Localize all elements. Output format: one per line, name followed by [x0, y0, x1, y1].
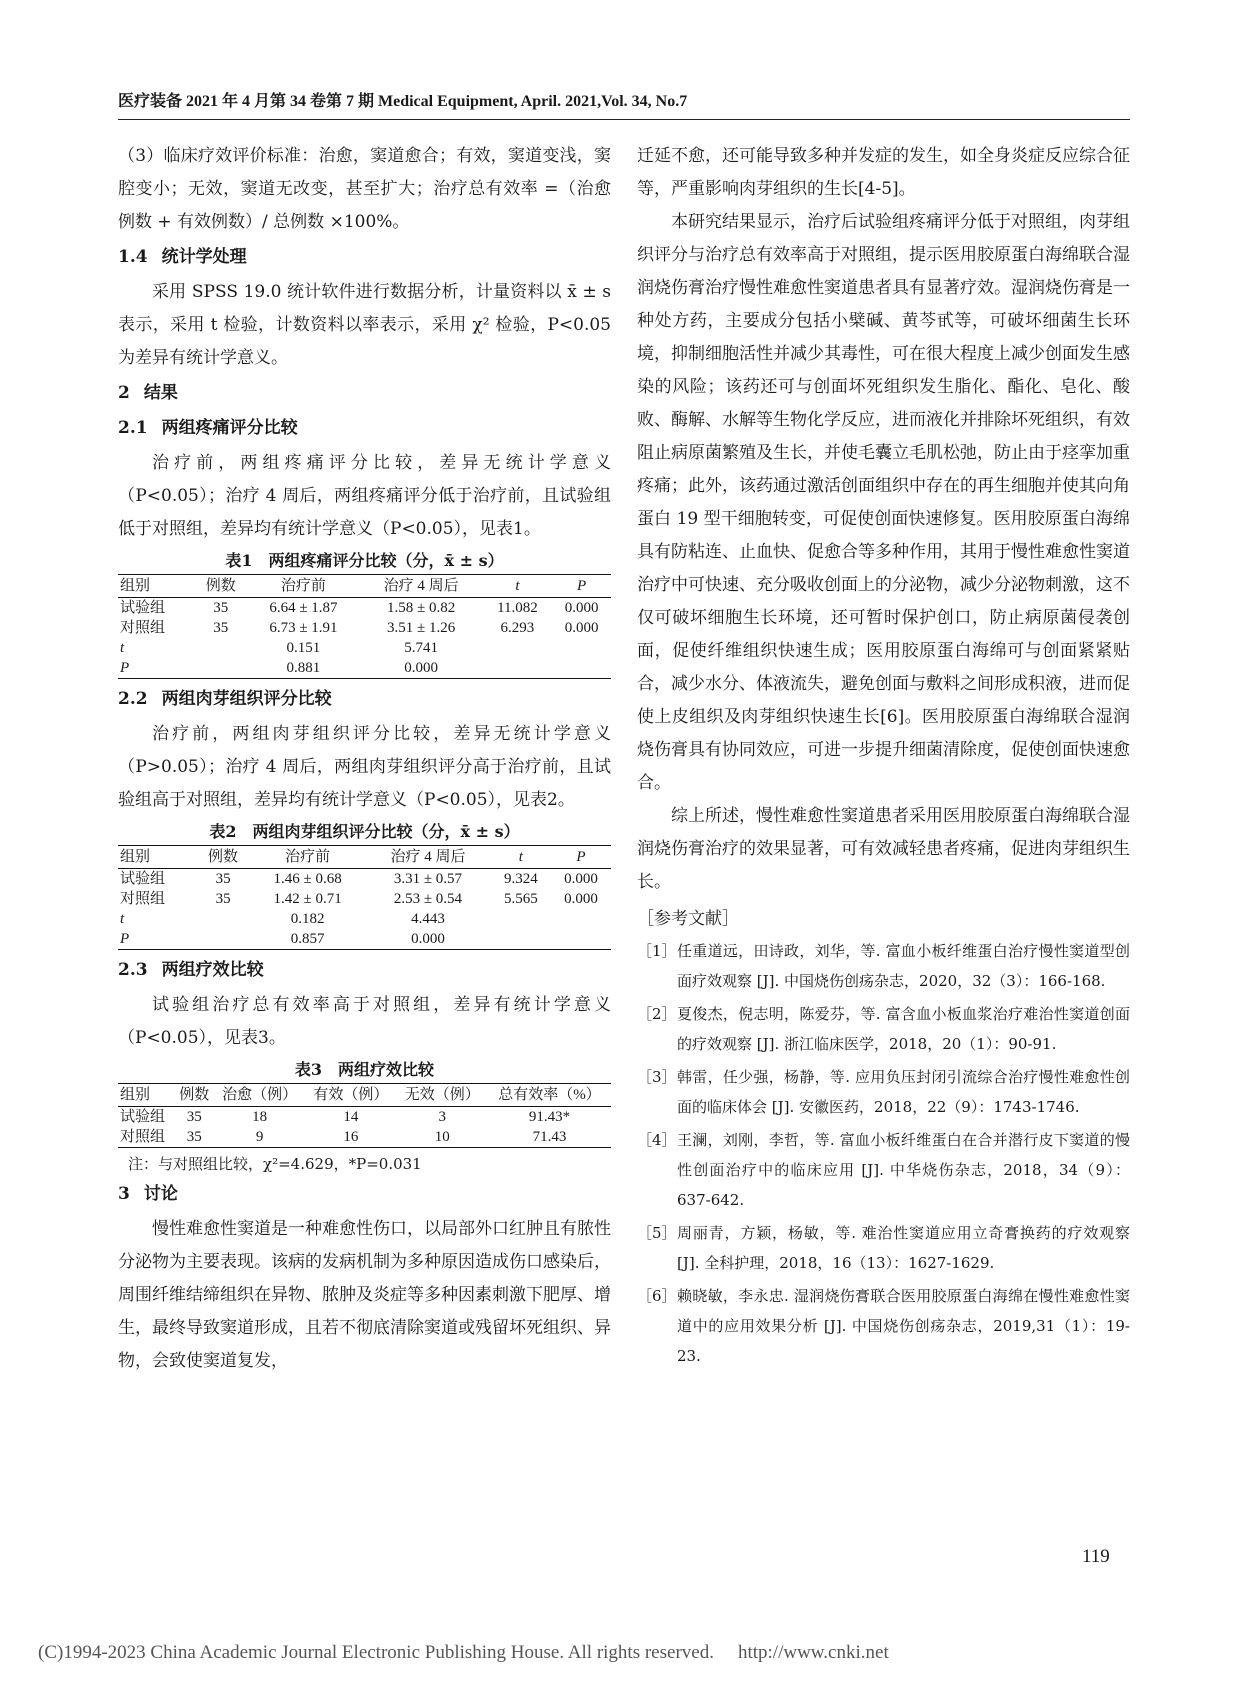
table-cell: 1.42 ± 0.71 — [273, 891, 342, 907]
right-column — [637, 140, 1130, 1374]
table-cell: P — [120, 660, 130, 676]
copyright-text: (C)1994-2023 China Academic Journal Electronic Publishing House. All rights reserved. — [38, 1642, 714, 1663]
reference-text: 任重道远，田诗政，刘华，等. 富血小板纤维蛋白治疗慢性窦道型创面疗效观察 [J]. 中国烧伤创疡杂志，2020，32（3）：166-168. — [677, 942, 1130, 990]
table-cell: 0.000 — [564, 871, 598, 887]
table-cell: 2.53 ± 0.54 — [393, 891, 463, 907]
section-number: 2.3 — [118, 960, 148, 980]
reference-text: 周丽青，方颖，杨敏，等. 难治性窦道应用立奇膏换药的疗效观察 [J]. 全科护理，2018，16（13）：1627-1629. — [677, 1224, 1130, 1272]
table-cell: 35 — [215, 891, 231, 907]
table-row — [118, 598, 611, 619]
table-cell: 10 — [434, 1129, 450, 1145]
table-cell: 对照组 — [120, 620, 166, 636]
table-cell — [196, 909, 250, 929]
reference-number: ［2］ — [637, 1005, 677, 1023]
reference-item — [637, 936, 1130, 996]
table-cell: 试验组 — [120, 1109, 166, 1125]
section-2-2-heading — [118, 683, 611, 716]
table-header: t — [491, 846, 551, 869]
table-cell: 0.000 — [404, 660, 438, 676]
references-heading: ［参考文献］ — [637, 909, 739, 929]
paragraph-discussion: 慢性难愈性窦道是一种难愈性伤口，以局部外口红肿且有脓性分泌物为主要表现。该病的发病机制为多种原因造成伤口感染后，周围纤维结缔组织在异物、脓肿及炎症等多种因素刺激下肥厚、增生，最终导致窦道形成，且若不彻底清除窦道或残留坏死组织、异物，会致使窦道复发， — [118, 1219, 611, 1371]
table-header: 治疗前 — [247, 575, 359, 598]
section-2-heading — [118, 377, 611, 410]
table-header: 例数 — [175, 1084, 214, 1107]
table-cell: 0.182 — [290, 911, 325, 927]
table-row — [118, 658, 611, 679]
table-cell — [491, 929, 551, 950]
page-number: 119 — [1082, 1546, 1110, 1567]
table-header: 例数 — [196, 846, 250, 869]
table-header: 治疗前 — [250, 846, 365, 869]
table-cell: 3.31 ± 0.57 — [393, 871, 463, 887]
reference-list — [637, 936, 1130, 1371]
table-cell — [551, 909, 611, 929]
table-header: 有效（例） — [305, 1084, 396, 1107]
paragraph-conclusion: 综上所述，慢性难愈性窦道患者采用医用胶原蛋白海绵联合湿润烧伤膏治疗的效果显著，可有效减轻患者疼痛，促进肉芽组织生长。 — [637, 806, 1130, 892]
section-title: 讨论 — [143, 1184, 178, 1204]
table-cell — [196, 929, 250, 950]
table-cell: 9.324 — [503, 871, 538, 887]
reference-number: ［1］ — [637, 942, 677, 960]
section-title: 两组疗效比较 — [161, 960, 264, 980]
table-cell — [552, 638, 611, 658]
table-cell — [552, 658, 611, 679]
section-title: 统计学处理 — [161, 247, 247, 267]
table-3-caption: 表3 两组疗效比较 — [294, 1060, 435, 1079]
reference-text: 王澜，刘刚，李哲，等. 富血小板纤维蛋白在合并潜行皮下窦道的慢性创面治疗中的临床应用 [J]. 中华烧伤杂志，2018，34（9）：637-642. — [677, 1131, 1130, 1209]
table-3-note: 注：与对照组比较，χ²=4.629，*P=0.031 — [128, 1155, 422, 1173]
table-cell: 6.293 — [500, 620, 535, 636]
reference-item — [637, 999, 1130, 1059]
table-cell: 35 — [215, 871, 231, 887]
table-row — [118, 1107, 611, 1128]
table-cell: 3 — [438, 1109, 446, 1125]
table-header: 例数 — [194, 575, 247, 598]
table-cell: 0.000 — [564, 620, 599, 636]
table-cell: 6.73 ± 1.91 — [269, 620, 338, 636]
table-header: 总有效率（%） — [488, 1084, 611, 1107]
table-cell: 0.151 — [286, 640, 321, 656]
paragraph-efficacy: 试验组治疗总有效率高于对照组，差异有统计学意义（P<0.05），见表3。 — [118, 995, 611, 1048]
reference-text: 夏俊杰，倪志明，陈爱芬，等. 富含血小板血浆治疗难治性窦道创面的疗效观察 [J]. 浙江临床医学，2018，20（1）：90-91. — [677, 1005, 1130, 1053]
table-header: 组别 — [118, 846, 196, 869]
table-header: 治疗 4 周后 — [365, 846, 491, 869]
reference-item — [637, 1218, 1130, 1278]
section-number: 2.1 — [118, 418, 148, 438]
reference-item — [637, 1125, 1130, 1215]
table-header: 组别 — [118, 575, 194, 598]
table-header: P — [552, 575, 611, 598]
table-row — [118, 618, 611, 638]
reference-item — [637, 1062, 1130, 1122]
table-row — [118, 638, 611, 658]
table-1 — [118, 574, 611, 679]
table-cell: t — [120, 911, 125, 927]
section-number: 1.4 — [118, 247, 148, 267]
table-row — [118, 929, 611, 950]
table-header: t — [483, 575, 553, 598]
table-1-caption: 表1 两组疼痛评分比较（分，x̄ ± s） — [225, 551, 504, 570]
section-title: 两组疼痛评分比较 — [161, 418, 298, 438]
table-cell: 35 — [186, 1109, 202, 1125]
table-2 — [118, 845, 611, 950]
table-cell — [491, 909, 551, 929]
reference-text: 赖晓敏，李永忠. 湿润烧伤膏联合医用胶原蛋白海绵在慢性难愈性窦道中的应用效果分析 [J]. 中国烧伤创疡杂志，2019,31（1）：19-23. — [677, 1287, 1130, 1365]
left-column — [118, 140, 611, 1378]
table-cell — [194, 658, 247, 679]
table-cell: 试验组 — [120, 600, 166, 616]
reference-number: ［4］ — [637, 1131, 677, 1149]
reference-number: ［3］ — [637, 1068, 677, 1086]
paragraph-pain-score: 治疗前，两组疼痛评分比较，差异无统计学意义（P<0.05）；治疗 4 周后，两组疼痛评分低于治疗前，且试验组低于对照组，差异均有统计学意义（P<0.05），见表1。 — [118, 453, 611, 539]
table-cell: 14 — [343, 1109, 359, 1125]
table-cell: 0.881 — [286, 660, 321, 676]
table-cell: 18 — [252, 1109, 268, 1125]
table-cell — [551, 929, 611, 950]
table-cell: 71.43 — [532, 1129, 567, 1145]
table-cell: 35 — [213, 600, 229, 616]
section-title: 两组肉芽组织评分比较 — [161, 689, 332, 709]
paragraph-results-discussion: 本研究结果显示，治疗后试验组疼痛评分低于对照组，肉芽组织评分与治疗总有效率高于对照组，提示医用胶原蛋白海绵联合湿润烧伤膏治疗慢性难愈性窦道患者具有显著疗效。湿润烧伤膏是一种处方药，主要成分包括小檗碱、黄芩甙等，可破坏细菌生长环境，抑制细胞活性并减少其毒性，可在很大程度上减少创面发生感染的风险；该药还可与创面坏死组织发生脂化、酯化、皂化、酸败、酶解、水解等生物化学反应，进而液化并排除坏死组织，有效阻止病原菌繁殖及生长，并使毛囊立毛肌松弛，防止由于痉挛加重疼痛；此外，该药通过激活创面组织中存在的再生细胞并使其向角蛋白 19 型干细胞转变，可促使创面快速修复。医用胶原蛋白海绵具有防粘连、止血快、促愈合等多种作用，其用于慢性难愈性窦道治疗中可快速、充分吸收创面上的分泌物，减少分泌物刺激，这不仅可破坏细胞生长环境，还可暂时保护创口，防止病原菌侵袭创面，促使纤维组织快速生成；医用胶原蛋白海绵可与创面紧紧贴合，减少水分、体液流失，避免创面与敷料之间形成积液，进而促使上皮组织及肉芽组织快速生长[6]。医用胶原蛋白海绵联合湿润烧伤膏具有协同效应，可进一步提升细菌清除度，促使创面快速愈合。 — [637, 212, 1130, 793]
table-header: P — [551, 846, 611, 869]
section-number: 2 — [118, 383, 130, 403]
table-header: 治愈（例） — [214, 1084, 305, 1107]
reference-number: ［6］ — [637, 1287, 677, 1305]
table-cell: 对照组 — [120, 1129, 166, 1145]
table-cell — [194, 638, 247, 658]
table-cell: 5.741 — [404, 640, 438, 656]
table-cell: 0.000 — [564, 600, 599, 616]
table-cell: 0.000 — [411, 931, 445, 947]
table-row — [118, 869, 611, 890]
paragraph-discussion-cont: 迁延不愈，还可能导致多种并发症的发生，如全身炎症反应综合征等，严重影响肉芽组织的生长[4-5]。 — [637, 146, 1130, 199]
table-cell: 4.443 — [411, 911, 445, 927]
table-header: 无效（例） — [397, 1084, 488, 1107]
table-cell: 0.000 — [564, 891, 598, 907]
paragraph-statistics: 采用 SPSS 19.0 统计软件进行数据分析，计量资料以 x̄ ± s 表示，采用 t 检验，计数资料以率表示，采用 χ² 检验，P<0.05 为差异有统计学意义。 — [118, 282, 611, 368]
table-header: 组别 — [118, 1084, 175, 1107]
section-number: 3 — [118, 1184, 130, 1204]
section-3-heading — [118, 1178, 611, 1211]
table-cell: 16 — [343, 1129, 359, 1145]
table-cell: 6.64 ± 1.87 — [269, 600, 338, 616]
paragraph-criteria: （3）临床疗效评价标准：治愈，窦道愈合；有效，窦道变浅，窦腔变小；无效，窦道无改变，甚至扩大；治疗总有效率 =（治愈例数 + 有效例数）/ 总例数 ×100%。 — [118, 146, 611, 232]
table-cell: 5.565 — [503, 891, 538, 907]
reference-item — [637, 1281, 1130, 1371]
running-header: 医疗装备 2021 年 4 月第 34 卷第 7 期 Medical Equipment, April. 2021,Vol. 34, No.7 — [118, 93, 688, 110]
table-cell: 9 — [255, 1129, 264, 1145]
section-2-1-heading — [118, 412, 611, 445]
table-2-caption: 表2 两组肉芽组织评分比较（分，x̄ ± s） — [209, 822, 520, 841]
table-cell: 11.082 — [497, 600, 538, 616]
table-cell: 对照组 — [120, 891, 166, 907]
table-cell: 3.51 ± 1.26 — [387, 620, 456, 636]
reference-text: 韩雷，任少强，杨静，等. 应用负压封闭引流综合治疗慢性难愈性创面的临床体会 [J]. 安徽医药，2018，22（9）：1743-1746. — [677, 1068, 1130, 1116]
section-title: 结果 — [143, 383, 178, 403]
table-row — [118, 909, 611, 929]
copyright-url: http://www.cnki.net — [737, 1642, 889, 1663]
table-cell: 1.46 ± 0.68 — [273, 871, 342, 887]
section-2-3-heading — [118, 954, 611, 987]
section-1-4-heading — [118, 241, 611, 274]
table-cell: P — [120, 931, 130, 947]
table-cell — [483, 658, 553, 679]
table-cell: 试验组 — [120, 871, 166, 887]
copyright-footer — [38, 1642, 889, 1664]
table-cell: 35 — [186, 1129, 202, 1145]
table-3 — [118, 1083, 611, 1148]
table-cell: 1.58 ± 0.82 — [387, 600, 456, 616]
table-header: 治疗 4 周后 — [360, 575, 483, 598]
paragraph-granulation-score: 治疗前，两组肉芽组织评分比较，差异无统计学意义（P>0.05）；治疗 4 周后，两组肉芽组织评分高于治疗前，且试验组高于对照组，差异均有统计学意义（P<0.05），见表2。 — [118, 724, 611, 810]
header-rule — [118, 119, 1130, 120]
section-number: 2.2 — [118, 689, 148, 709]
table-row — [118, 889, 611, 909]
table-cell: 35 — [213, 620, 229, 636]
table-row — [118, 1127, 611, 1148]
table-cell: t — [120, 640, 125, 656]
table-cell — [483, 638, 553, 658]
table-cell: 91.43* — [528, 1109, 571, 1125]
table-cell: 0.857 — [290, 931, 325, 947]
reference-number: ［5］ — [637, 1224, 677, 1242]
